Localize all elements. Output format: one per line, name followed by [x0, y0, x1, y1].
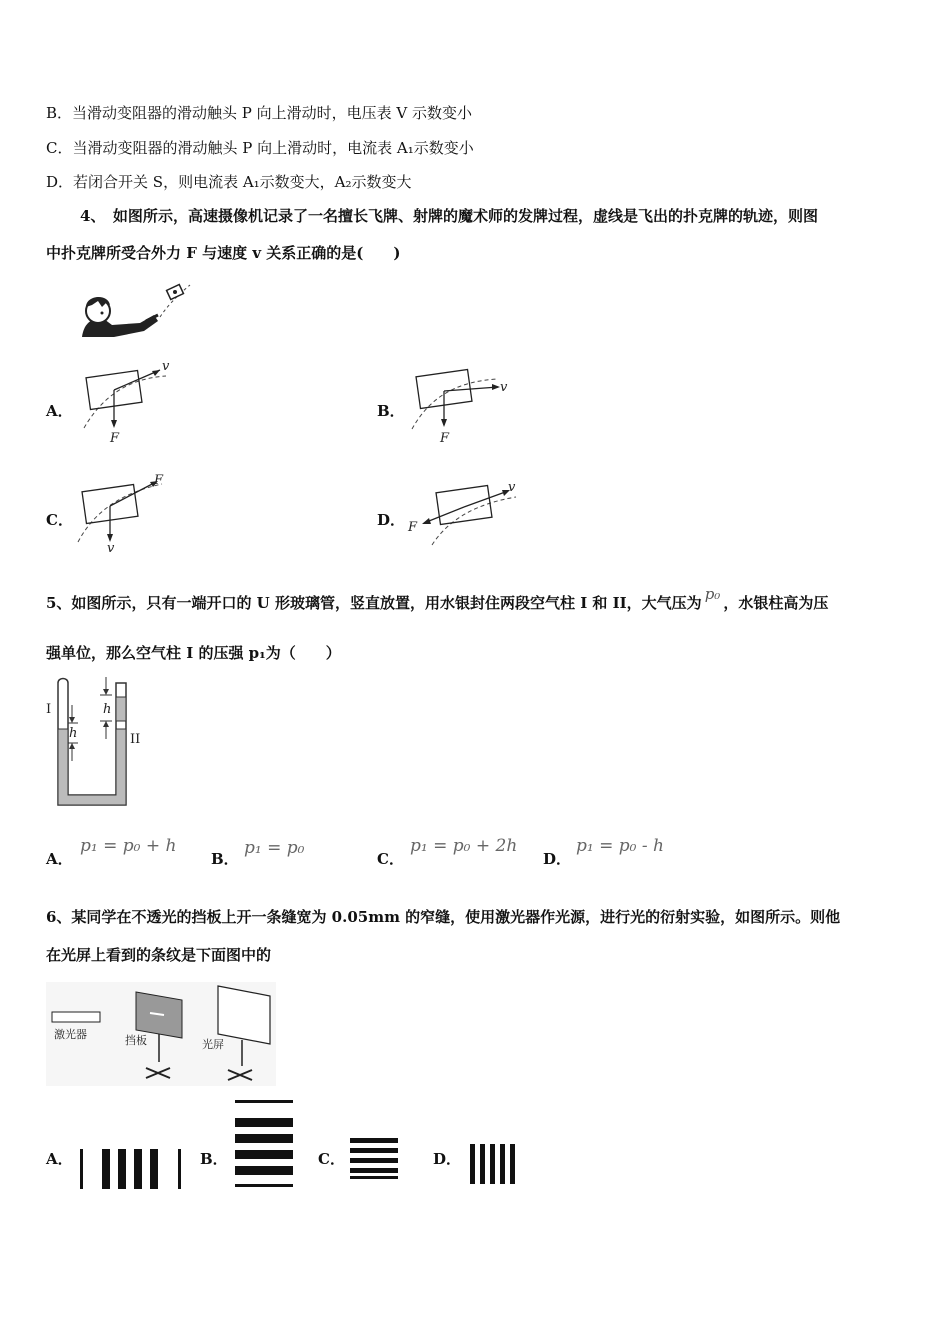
- u-tube-figure: [44, 675, 154, 815]
- laser-label: 激光器: [54, 1028, 87, 1041]
- q4c-v-label: v: [107, 541, 115, 556]
- q4a-f-label: F: [110, 431, 120, 446]
- q5-option-d: D．: [543, 850, 572, 868]
- q4-figure-c: [74, 470, 184, 555]
- q5-option-a: A．: [46, 850, 73, 868]
- q6-option-c: C．: [318, 1150, 345, 1168]
- q5-formula-b: p₁ = p₀: [244, 838, 305, 858]
- q6-option-b: B．: [200, 1150, 228, 1168]
- q4-figure-b: [406, 365, 516, 450]
- q4-option-a: A．: [46, 402, 73, 420]
- q6-pattern-d: [468, 1142, 520, 1186]
- q4-figure-a: [76, 360, 186, 450]
- q3-option-d: D．若闭合开关 S，则电流表 A₁示数变大，A₂示数变大: [46, 173, 412, 191]
- q5-stem-line2: 强单位，那么空气柱 I 的压强 p₁为（ ）: [46, 644, 341, 662]
- q5-formula-c: p₁ = p₀ + 2h: [410, 836, 518, 856]
- q5-option-c: C．: [377, 850, 404, 868]
- q6-pattern-c: [348, 1136, 400, 1180]
- q6-option-d: D．: [433, 1150, 462, 1168]
- q5-p0: p₀: [704, 585, 721, 603]
- q3-option-b: B．当滑动变阻器的滑动触头 P 向上滑动时，电压表 V 示数变小: [46, 104, 473, 122]
- q5-stem-part1: 5、如图所示，只有一端开口的 U 形玻璃管，竖直放置，用水银封住两段空气柱 I 和 II，大气压为: [46, 594, 702, 612]
- q6-stem-line1: 6、某同学在不透光的挡板上开一条缝宽为 0.05mm 的窄缝，使用激光器作光源，进行光的衍射实验，如图所示。则他: [46, 908, 841, 926]
- q4-option-d: D．: [377, 511, 406, 529]
- q3-option-c: C．当滑动变阻器的滑动触头 P 向上滑动时，电流表 A₁示数变小: [46, 139, 474, 157]
- q4-option-b: B．: [377, 402, 405, 420]
- q4-stem-line1: 4、 如图所示，高速摄像机记录了一名擅长飞牌、射牌的魔术师的发牌过程，虚线是飞出的扑克牌的轨迹，则图: [80, 207, 818, 225]
- q4d-f-label: F: [408, 520, 418, 535]
- magician-figure: [78, 275, 208, 345]
- q5-stem-part2: ，水银柱高为压: [723, 594, 829, 612]
- q4-figure-d: [404, 477, 524, 552]
- q5-formula-a: p₁ = p₀ + h: [80, 836, 177, 856]
- q6-option-a: A．: [46, 1150, 73, 1168]
- diffraction-apparatus-figure: [46, 982, 276, 1086]
- label-i: I: [46, 702, 52, 717]
- q4d-v-label: v: [508, 480, 516, 495]
- q4c-f-label: F: [154, 473, 164, 488]
- q4-stem-line2: 中扑克牌所受合外力 F 与速度 v 关系正确的是( ): [46, 244, 401, 262]
- h-label-left: h: [69, 726, 78, 741]
- q6-stem-line2: 在光屏上看到的条纹是下面图中的: [46, 946, 272, 964]
- q6-pattern-b: [233, 1098, 295, 1190]
- h-label-right: h: [103, 702, 112, 717]
- q6-pattern-a: [78, 1145, 184, 1191]
- q4b-f-label: F: [440, 431, 450, 446]
- q4a-v-label: v: [162, 359, 170, 374]
- q5-formula-d: p₁ = p₀ - h: [576, 836, 664, 856]
- q5-option-b: B．: [211, 850, 239, 868]
- q4-option-c: C．: [46, 511, 73, 529]
- screen-label: 光屏: [202, 1038, 224, 1051]
- baffle-label: 挡板: [125, 1034, 147, 1047]
- label-ii: II: [130, 732, 141, 747]
- q5-stem-line1: [46, 585, 829, 613]
- q4b-v-label: v: [500, 380, 508, 395]
